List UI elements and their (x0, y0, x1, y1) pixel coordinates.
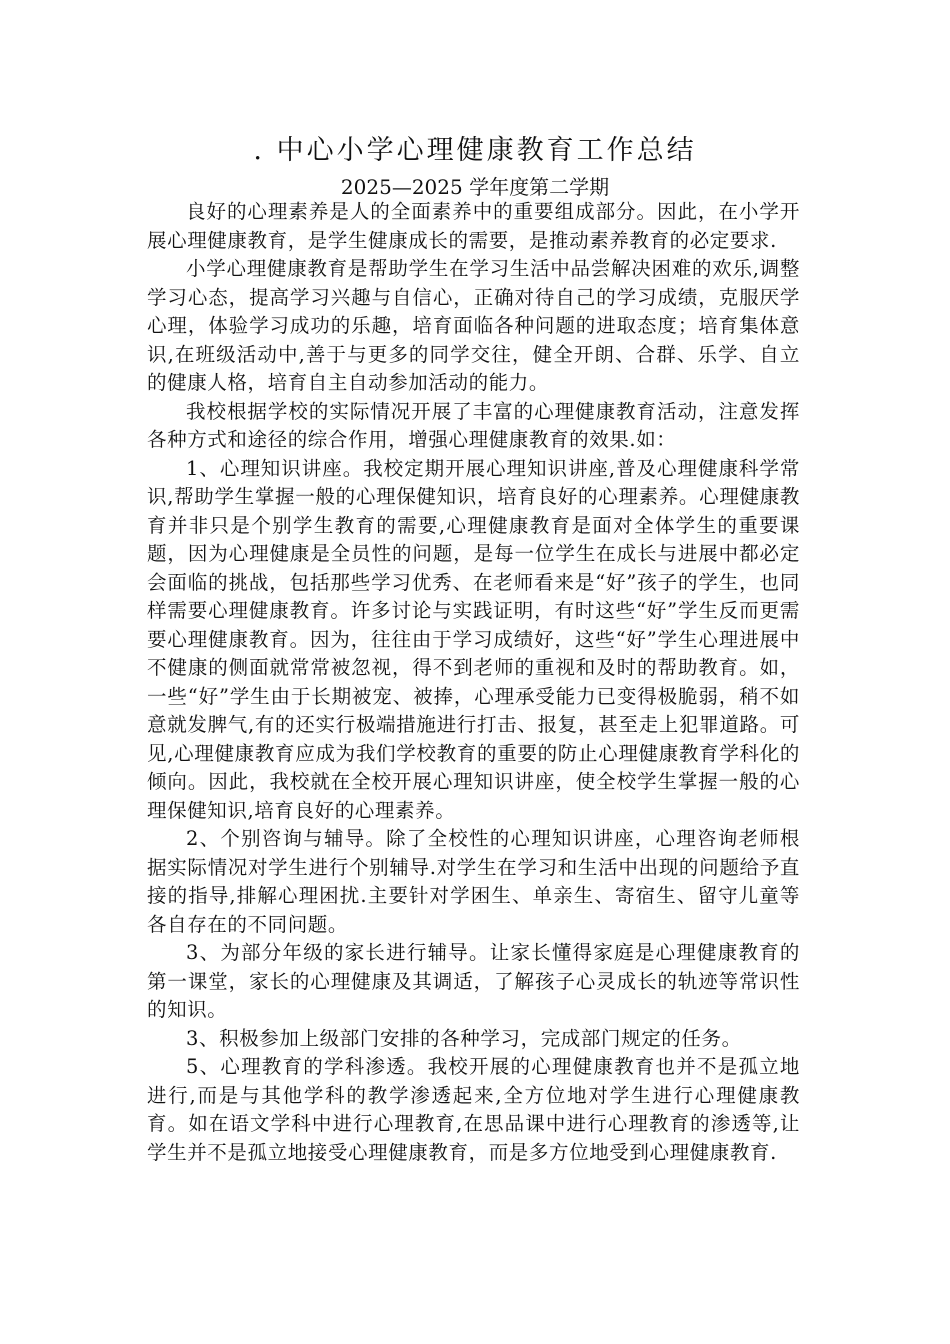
document-title: . 中心小学心理健康教育工作总结 (253, 135, 697, 166)
paragraph-item-2: 2、个别咨询与辅导。除了全校性的心理知识讲座，心理咨询老师根据实际情况对学生进行个别辅导.对学生在学习和生活中出现的问题给予直接的指导,排解心理困扰.主要针对学困生、单亲生、寄宿生、留守儿童等各自存在的不同问题。 (147, 827, 800, 936)
paragraph-item-3: 3、为部分年级的家长进行辅导。让家长懂得家庭是心理健康教育的第一课堂，家长的心理健康及其调适，了解孩子心灵成长的轨迹等常识性的知识。 (147, 941, 800, 1021)
document-subtitle: 2025—2025 学年度第二学期 (340, 175, 610, 199)
paragraph-intro: 良好的心理素养是人的全面素养中的重要组成部分。因此，在小学开展心理健康教育，是学生健康成长的需要，是推动素养教育的必定要求. (147, 200, 800, 252)
paragraph-goals: 小学心理健康教育是帮助学生在学习生活中品尝解决困难的欢乐,调整学习心态，提高学习兴趣与自信心，正确对待自己的学习成绩，克服厌学心理，体验学习成功的乐趣，培育面临各种问题的进取态度；培育集体意识,在班级活动中,善于与更多的同学交往，健全开朗、合群、乐学、自立的健康人格，培育自主自动参加活动的能力。 (147, 257, 800, 394)
paragraph-activities: 我校根据学校的实际情况开展了丰富的心理健康教育活动，注意发挥各种方式和途径的综合作用，增强心理健康教育的效果.如： (147, 399, 800, 451)
paragraph-item-1: 1、心理知识讲座。我校定期开展心理知识讲座,普及心理健康科学常识,帮助学生掌握一般的心理保健知识，培育良好的心理素养。心理健康教育并非只是个别学生教育的需要,心理健康教育是面对全体学生的重要课题，因为心理健康是全员性的问题，是每一位学生在成长与进展中都必定会面临的挑战，包括那些学习优秀、在老师看来是“好”孩子的学生，也同样需要心理健康教育。许多讨论与实践证明，有时这些“好”学生反而更需要心理健康教育。因为，往往由于学习成绩好，这些“好”学生心理进展中不健康的侧面就常常被忽视，得不到老师的重视和及时的帮助教育。如，一些“好”学生由于长期被宠、被捧，心理承受能力已变得极脆弱，稍不如意就发脾气,有的还实行极端措施进行打击、报复，甚至走上犯罪道路。可见,心理健康教育应成为我们学校教育的重要的防止心理健康教育学科化的倾向。因此，我校就在全校开展心理知识讲座，使全校学生掌握一般的心理保健知识,培育良好的心理素养。 (147, 456, 800, 822)
paragraph-item-3b: 3、积极参加上级部门安排的各种学习，完成部门规定的任务。 (186, 1026, 742, 1050)
document-body (147, 198, 800, 1167)
paragraph-item-5: 5、心理教育的学科渗透。我校开展的心理健康教育也并不是孤立地进行,而是与其他学科的教学渗透起来,全方位地对学生进行心理健康教育。如在语文学科中进行心理教育,在思品课中进行心理教育的渗透等,让学生并不是孤立地接受心理健康教育，而是多方位地受到心理健康教育. (147, 1055, 800, 1164)
